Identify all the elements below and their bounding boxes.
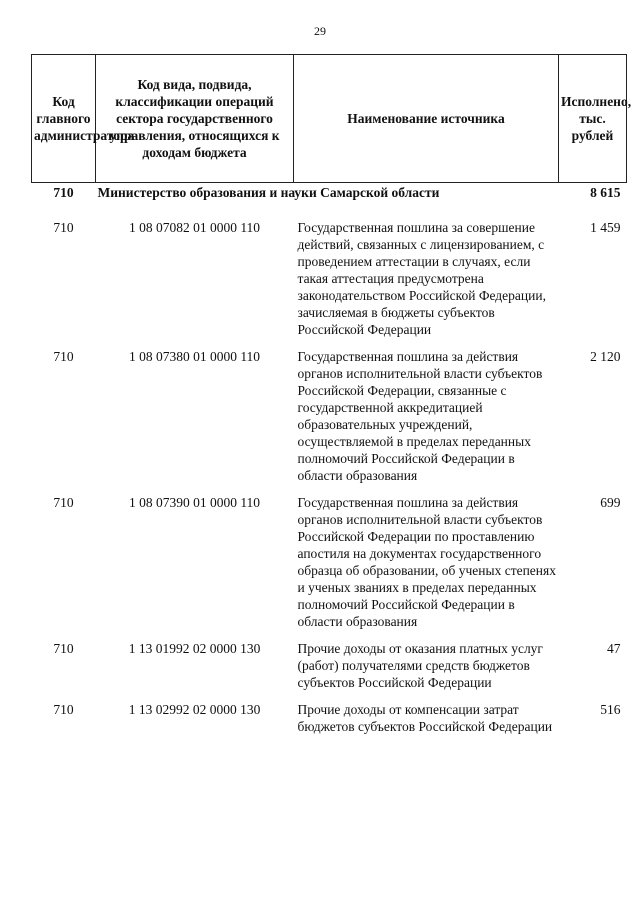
row-source-name: Прочие доходы от оказания платных услуг (работ) получателями средств бюджетов субъектов Российской Федерации [297,641,543,690]
row-source-name: Прочие доходы от компенсации затрат бюджетов субъектов Российской Федерации [297,702,553,734]
row-kind-code: 1 08 07380 01 0000 110 [128,349,261,364]
group-row [32,183,627,210]
row-kind-code: 1 13 01992 02 0000 130 [128,641,261,656]
table-row [32,484,627,630]
revenue-table [31,54,632,735]
table-header-row [32,55,627,183]
row-admin-code: 710 [53,349,74,364]
row-source-name: Государственная пошлина за совершение действий, связанных с лицензированием, с проведением аттестации в случаях, если такая аттестация предусмотрена законодательством Российской Федерации, зачисляемая в бюджеты субъектов Российской Федерации [297,220,546,337]
table-row [32,691,627,735]
header-executed: Исполнено, тыс. рублей [559,55,627,183]
row-admin-code: 710 [53,495,74,510]
row-kind-code: 1 13 02992 02 0000 130 [128,702,261,717]
row-admin-code: 710 [53,702,74,717]
page-number: 29 [314,24,326,38]
group-amount: 8 615 [590,185,621,200]
row-amount: 1 459 [590,220,621,235]
table-row [32,338,627,484]
row-admin-code: 710 [53,641,74,656]
row-kind-code: 1 08 07082 01 0000 110 [128,220,261,235]
table-row [32,209,627,338]
row-kind-code: 1 08 07390 01 0000 110 [128,495,261,510]
row-amount: 699 [600,495,621,510]
row-amount: 2 120 [590,349,621,364]
header-kind-code: Код вида, подвида, классификации операций сектора государственного управления, относящихся к доходам бюджета [96,55,294,183]
header-source-name: Наименование источника [294,55,559,183]
row-amount: 516 [600,702,621,717]
group-name: Министерство образования и науки Самарской области [97,185,440,200]
group-admin-code: 710 [53,185,74,200]
row-source-name: Государственная пошлина за действия органов исполнительной власти субъектов Российской Федерации, связанные с государственной аккредитацией образовательных учреждений, осуществляемой в пределах переданных полномочий Российской Федерации в области образования [297,349,543,483]
table-row [32,630,627,691]
header-admin-code: Код главного администратора [32,55,96,183]
row-source-name: Государственная пошлина за действия органов исполнительной власти субъектов Российской Федерации по проставлению апостиля на документах государственного образца об образовании, об ученых степенях и ученых званиях в пределах переданных полномочий Российской Федерации в области образования [297,495,556,629]
row-admin-code: 710 [53,220,74,235]
row-amount: 47 [607,641,621,656]
